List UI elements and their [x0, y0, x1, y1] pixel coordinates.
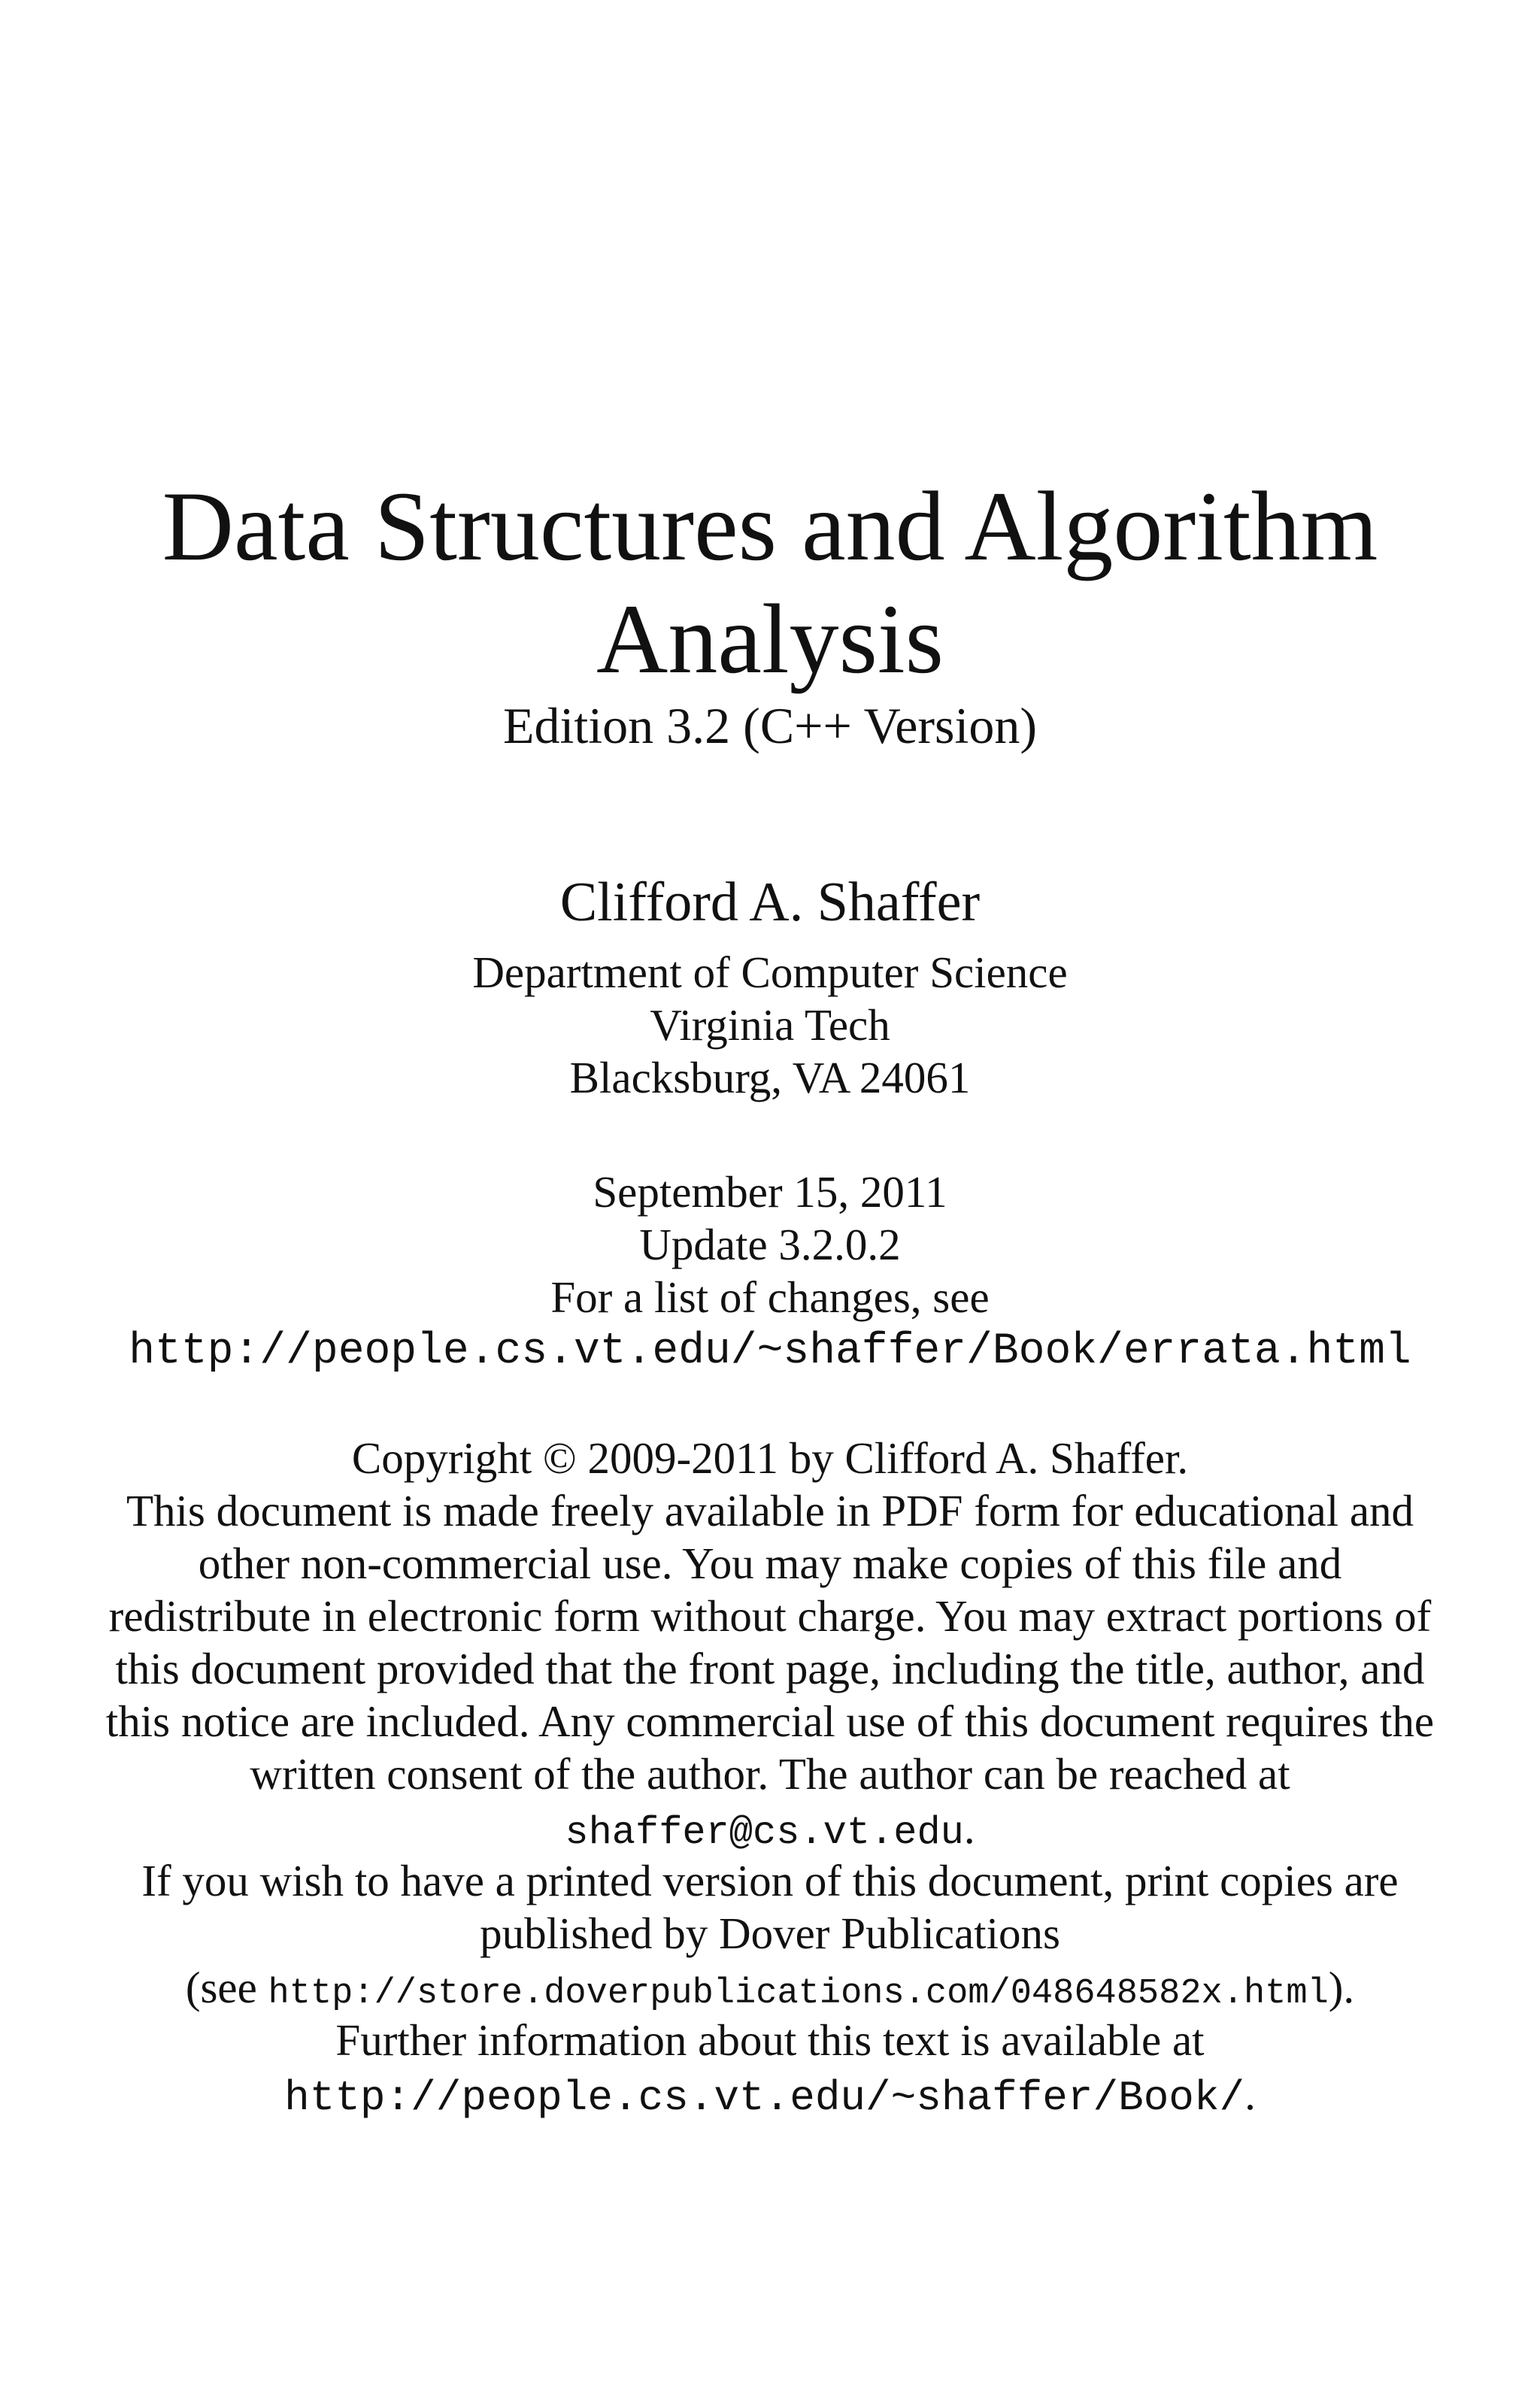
author-location: Blacksburg, VA 24061 — [569, 1053, 971, 1102]
notice-line-1: This document is made freely available in PDF form for educational and — [126, 1486, 1414, 1535]
author-department: Department of Computer Science — [472, 947, 1068, 997]
book-url-line — [0, 2068, 1540, 2124]
email-period: . — [963, 1803, 975, 1853]
book-link[interactable]: http://people.cs.vt.edu/~shaffer/Book/ — [284, 2074, 1245, 2122]
release-date: September 15, 2011 — [593, 1167, 947, 1217]
book-url-period: . — [1244, 2069, 1256, 2119]
author-institution: Virginia Tech — [650, 1000, 890, 1050]
notice-line-2: other non-commercial use. You may make copies of this file and — [198, 1538, 1342, 1588]
print-line-1: If you wish to have a printed version of this document, print copies are — [141, 1856, 1399, 1905]
dover-link[interactable]: http://store.doverpublications.com/048648582x.html — [268, 1974, 1329, 2014]
update-version: Update 3.2.0.2 — [639, 1220, 901, 1269]
notice-line-3: redistribute in electronic form without charge. You may extract portions of — [108, 1591, 1432, 1641]
author-email-link[interactable]: shaffer@cs.vt.edu — [565, 1811, 964, 1855]
further-info-line: Further information about this text is available at — [335, 2015, 1205, 2065]
changes-intro: For a list of changes, see — [550, 1272, 990, 1322]
notice-line-4: this document provided that the front page, including the title, author, and — [115, 1644, 1425, 1693]
dover-line — [0, 1961, 1540, 2020]
dover-prefix: (see — [185, 1963, 268, 2012]
email-line — [0, 1802, 1540, 1860]
author-name: Clifford A. Shaffer — [559, 872, 981, 933]
dover-suffix: ). — [1328, 1963, 1355, 2012]
book-title-line-1: Data Structures and Algorithm — [162, 471, 1378, 581]
book-title-line-2: Analysis — [596, 584, 944, 694]
edition-label: Edition 3.2 (C++ Version) — [502, 697, 1038, 754]
copyright-line: Copyright © 2009-2011 by Clifford A. Shaffer. — [351, 1433, 1189, 1483]
notice-line-5: this notice are included. Any commercial use of this document requires the — [105, 1696, 1435, 1746]
print-line-2: published by Dover Publications — [480, 1908, 1060, 1958]
errata-link[interactable]: http://people.cs.vt.edu/~shaffer/Book/errata.html — [129, 1327, 1411, 1376]
notice-line-6: written consent of the author. The author can be reached at — [250, 1749, 1290, 1799]
